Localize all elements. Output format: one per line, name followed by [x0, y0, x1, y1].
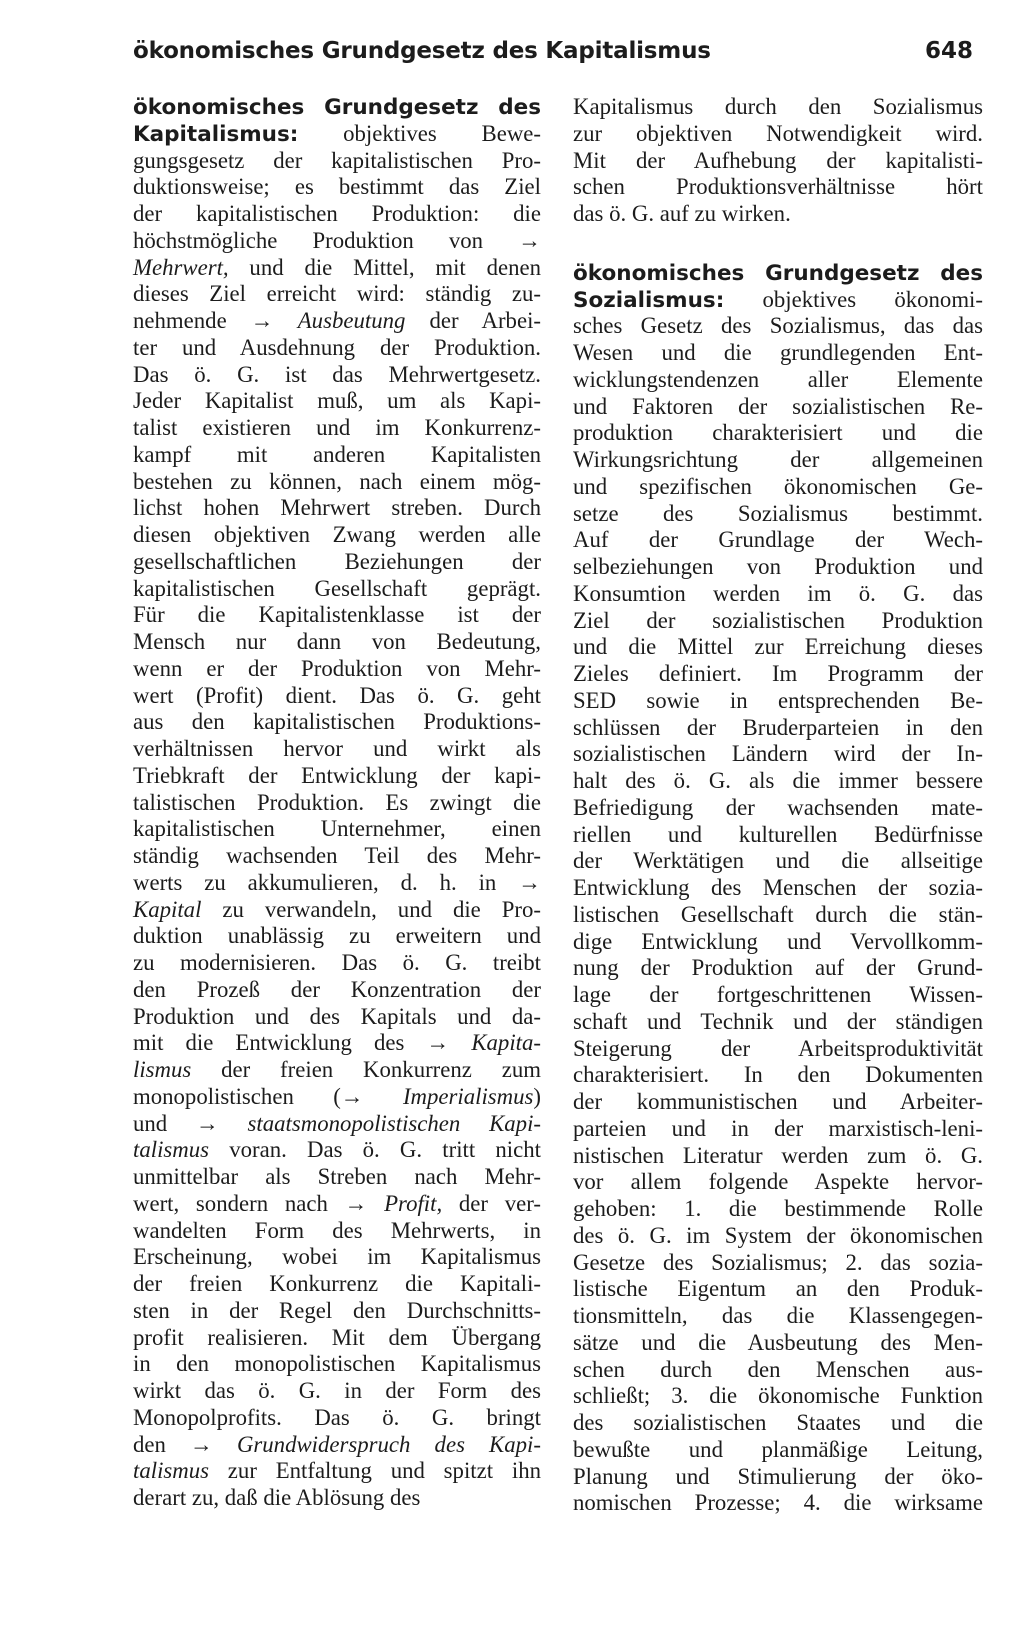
- text-line: [573, 661, 983, 688]
- text-run: wirkt das ö. G. in der Form des: [133, 1378, 541, 1403]
- text-line: [573, 688, 983, 715]
- text-line: [573, 1116, 983, 1143]
- text-run: Planung und Stimulierung der öko-: [573, 1463, 983, 1489]
- text-run: zu modernisieren. Das ö. G. treibt: [133, 950, 541, 975]
- text-run: Mit der Aufhebung der kapitalisti-: [573, 147, 983, 173]
- text-line: [133, 469, 541, 496]
- text-line: [133, 1351, 541, 1378]
- text-line: [133, 1298, 541, 1325]
- text-line: [133, 255, 541, 282]
- cross-reference: Profit,: [384, 1190, 443, 1216]
- text-run: schen durch den Menschen aus-: [573, 1356, 983, 1382]
- text-run: ter und Ausdehnung der Produktion.: [133, 334, 541, 360]
- text-line: [573, 1036, 983, 1063]
- entry-headword: Kapitalismus:: [133, 121, 299, 147]
- text-line: [573, 581, 983, 608]
- text-line: [573, 1062, 983, 1089]
- text-run: kapitalistischen Unternehmer, einen: [133, 816, 541, 842]
- text-line: [133, 1057, 541, 1084]
- text-run: zur objektiven Notwendigkeit wird.: [573, 120, 983, 146]
- text-line: [573, 1143, 983, 1170]
- text-run: voran. Das ö. G. tritt nicht: [209, 1137, 541, 1163]
- text-run: der Werktätigen und die allseitige: [573, 848, 983, 874]
- text-line: [573, 1250, 983, 1277]
- cross-reference: Grundwiderspruch des Kapi-: [236, 1431, 541, 1457]
- text-line: [133, 1164, 541, 1191]
- text-line: [573, 420, 983, 447]
- text-run: gesellschaftlichen Beziehungen der: [133, 548, 541, 574]
- text-line: [133, 602, 541, 629]
- text-line: [133, 977, 541, 1004]
- entry-headword: Sozialismus:: [573, 287, 725, 313]
- text-run: Auf der Grundlage der Wech-: [573, 527, 983, 553]
- text-run: sches Gesetz des Sozialismus, das das: [573, 313, 983, 339]
- text-run: wert (Profit) dient. Das ö. G. geht: [133, 682, 541, 708]
- text-run: nung der Produktion auf der Grund-: [573, 955, 983, 981]
- text-line: [573, 848, 983, 875]
- text-run: bewußte und planmäßige Leitung,: [573, 1436, 983, 1462]
- text-run: ): [533, 1083, 541, 1109]
- text-run: zur Entfaltung und spitzt ihn: [209, 1458, 541, 1484]
- text-run: wert, sondern nach →: [133, 1190, 385, 1216]
- text-line: [133, 1084, 541, 1111]
- text-line: [133, 683, 541, 710]
- left-column: [133, 94, 541, 1512]
- text-run: Kapitalismus durch den Sozialismus: [573, 94, 983, 119]
- text-run: Für die Kapitalistenklasse ist der: [133, 602, 541, 628]
- text-run: und spezifischen ökonomischen Ge-: [573, 473, 983, 499]
- text-line: [573, 201, 983, 228]
- text-line: [133, 308, 541, 335]
- text-run: Entwicklung des Menschen der sozia-: [573, 875, 983, 900]
- text-line: [133, 495, 541, 522]
- text-line: [573, 287, 983, 314]
- text-line: [573, 634, 983, 661]
- text-line: [573, 1223, 983, 1250]
- text-run: Jeder Kapitalist muß, um als Kapi-: [133, 388, 541, 414]
- text-line: [133, 1485, 541, 1512]
- text-run: schen Produktionsverhältnisse hört: [573, 174, 983, 200]
- text-line: [573, 1464, 983, 1491]
- entry-headword: ökonomisches Grundgesetz des: [573, 260, 983, 286]
- text-run: das ö. G. auf zu wirken.: [573, 201, 791, 226]
- text-line: [133, 228, 541, 255]
- text-run: unmittelbar als Streben nach Mehr-: [133, 1164, 541, 1189]
- text-run: talist existieren und im Konkurrenz-: [133, 415, 541, 440]
- text-line: [573, 795, 983, 822]
- text-run: objektives Bewe-: [298, 120, 541, 146]
- text-run: wenn er der Produktion von Mehr-: [133, 655, 541, 681]
- text-run: dige Entwicklung und Vervollkomm-: [573, 928, 983, 954]
- text-run: parteien und in der marxistisch-leni-: [573, 1115, 983, 1141]
- text-run: in den monopolistischen Kapitalismus: [133, 1351, 541, 1377]
- text-run: Triebkraft der Entwicklung der kapi-: [133, 762, 541, 788]
- text-line: [133, 1137, 541, 1164]
- text-line: [573, 822, 983, 849]
- cross-reference: lismus: [133, 1057, 192, 1082]
- text-run: vor allem folgende Aspekte hervor-: [573, 1169, 983, 1195]
- text-run: setze des Sozialismus bestimmt.: [573, 500, 983, 526]
- text-line: [133, 816, 541, 843]
- text-run: nomischen Prozesse; 4. die wirksame: [573, 1490, 983, 1516]
- text-line: [573, 260, 983, 287]
- text-line: [573, 1330, 983, 1357]
- text-run: diesen objektiven Zwang werden alle: [133, 522, 541, 547]
- text-line: [133, 870, 541, 897]
- text-run: halt des ö. G. als die immer bessere: [573, 768, 983, 793]
- cross-reference: talismus: [133, 1137, 210, 1163]
- text-line: [573, 929, 983, 956]
- text-run: listische Eigentum an den Produk-: [573, 1276, 983, 1302]
- text-line: [133, 897, 541, 924]
- text-run: der ver-: [442, 1190, 541, 1216]
- text-run: schaft und Technik und der ständigen: [573, 1008, 983, 1034]
- text-line: [573, 447, 983, 474]
- text-run: lichst hohen Mehrwert streben. Durch: [133, 495, 541, 521]
- text-line: [133, 388, 541, 415]
- text-line: [133, 923, 541, 950]
- text-run: zu verwandeln, und die Pro-: [201, 896, 541, 922]
- text-run: der freien Konkurrenz zum: [191, 1057, 541, 1082]
- text-line: [133, 1271, 541, 1298]
- text-run: Produktion und des Kapitals und da-: [133, 1003, 541, 1029]
- text-line: [573, 554, 983, 581]
- entry-kapitalismus: [133, 94, 541, 1512]
- text-line: [133, 1191, 541, 1218]
- text-line: [573, 148, 983, 175]
- text-line: [573, 174, 983, 201]
- text-run: den Prozeß der Konzentration der: [133, 976, 541, 1002]
- text-run: sten in der Regel den Durchschnitts-: [133, 1297, 541, 1323]
- text-run: Steigerung der Arbeitsproduktivität: [573, 1035, 983, 1061]
- text-line: [573, 715, 983, 742]
- text-line: [573, 394, 983, 421]
- text-line: [573, 1276, 983, 1303]
- text-run: objektives ökonomi-: [724, 286, 983, 312]
- text-run: riellen und kulturellen Bedürfnisse: [573, 821, 983, 847]
- text-run: mit die Entwicklung des →: [133, 1030, 472, 1056]
- text-line: [573, 1196, 983, 1223]
- text-line: [133, 1405, 541, 1432]
- running-head: [133, 38, 983, 78]
- text-run: sozialistischen Ländern wird der In-: [573, 741, 983, 767]
- text-run: der freien Konkurrenz die Kapitali-: [133, 1271, 541, 1296]
- text-run: dieses Ziel erreicht wird: ständig zu-: [133, 281, 541, 307]
- cross-reference: Imperialismus: [402, 1083, 534, 1109]
- running-title: ökonomisches Grundgesetz des Kapitalismus: [133, 38, 711, 64]
- text-run: und →: [133, 1110, 248, 1136]
- text-line: [573, 1303, 983, 1330]
- text-line: [573, 1410, 983, 1437]
- text-line: [133, 576, 541, 603]
- text-run: nehmende →: [133, 308, 298, 333]
- text-line: [133, 362, 541, 389]
- text-run: listischen Gesellschaft durch die stän-: [573, 901, 983, 927]
- text-line: [133, 709, 541, 736]
- text-line: [573, 367, 983, 394]
- text-run: schlüssen der Bruderparteien in den: [573, 714, 983, 740]
- entry-sozialismus: [573, 260, 983, 1517]
- text-run: selbeziehungen von Produktion und: [573, 554, 983, 579]
- text-run: duktion unablässig zu erweitern und: [133, 923, 541, 949]
- text-run: kapitalistischen Gesellschaft geprägt.: [133, 575, 541, 601]
- text-run: tionsmitteln, das die Klassengegen-: [573, 1303, 983, 1328]
- text-line: [573, 340, 983, 367]
- text-line: [573, 1490, 983, 1517]
- text-run: duktionsweise; es bestimmt das Ziel: [133, 174, 541, 200]
- text-line: [133, 1004, 541, 1031]
- text-line: [133, 1432, 541, 1459]
- text-run: Wirkungsrichtung der allgemeinen: [573, 447, 983, 472]
- text-run: lage der fortgeschrittenen Wissen-: [573, 982, 983, 1007]
- text-run: gungsgesetz der kapitalistischen Pro-: [133, 147, 541, 173]
- text-line: [133, 201, 541, 228]
- text-run: charakterisiert. In den Dokumenten: [573, 1062, 983, 1088]
- text-line: [573, 313, 983, 340]
- text-line: [133, 281, 541, 308]
- page-number: 648: [924, 38, 973, 64]
- text-run: der kommunistischen und Arbeiter-: [573, 1089, 983, 1114]
- cross-reference: Mehrwert,: [133, 254, 229, 280]
- text-line: [133, 335, 541, 362]
- entry-headword: ökonomisches Grundgesetz des: [133, 95, 541, 120]
- cross-reference: talismus: [133, 1458, 210, 1484]
- text-line: [573, 501, 983, 528]
- text-run: der kapitalistischen Produktion: die: [133, 201, 541, 226]
- cross-reference: Kapital: [133, 896, 202, 922]
- text-run: des ö. G. im System der ökonomischen: [573, 1222, 983, 1248]
- text-run: wicklungstendenzen aller Elemente: [573, 366, 983, 392]
- text-line: [573, 608, 983, 635]
- right-column: [573, 94, 983, 1517]
- text-line: [133, 763, 541, 790]
- text-line: [133, 549, 541, 576]
- text-line: [573, 902, 983, 929]
- text-line: [573, 1169, 983, 1196]
- text-line: [133, 442, 541, 469]
- text-run: Ziel der sozialistischen Produktion: [573, 607, 983, 633]
- text-line: [573, 121, 983, 148]
- text-line: [133, 736, 541, 763]
- entry-separator: [573, 228, 983, 260]
- text-run: verhältnissen hervor und wirkt als: [133, 736, 541, 761]
- text-run: derart zu, daß die Ablösung des: [133, 1485, 421, 1510]
- text-run: Befriedigung der wachsenden mate-: [573, 794, 983, 820]
- text-run: der Arbei-: [405, 308, 541, 333]
- text-line: [133, 1218, 541, 1245]
- text-run: den →: [133, 1431, 237, 1457]
- text-run: bestehen zu können, nach einem mög-: [133, 468, 541, 494]
- text-run: Erscheinung, wobei im Kapitalismus: [133, 1244, 541, 1270]
- text-line: [573, 1089, 983, 1116]
- text-line: [133, 1111, 541, 1138]
- text-run: werts zu akkumulieren, d. h. in →: [133, 869, 541, 895]
- text-line: [133, 790, 541, 817]
- text-run: gehoben: 1. die bestimmende Rolle: [573, 1196, 983, 1221]
- text-line: [133, 1458, 541, 1485]
- text-run: monopolistischen (→: [133, 1083, 403, 1109]
- text-run: Zieles definiert. Im Programm der: [573, 661, 983, 686]
- text-run: talistischen Produktion. Es zwingt die: [133, 789, 541, 815]
- text-line: [133, 94, 541, 121]
- text-line: [133, 415, 541, 442]
- text-run: Das ö. G. ist das Mehrwertgesetz.: [133, 361, 541, 387]
- text-run: sätze und die Ausbeutung des Men-: [573, 1329, 983, 1355]
- text-run: höchstmögliche Produktion von →: [133, 227, 541, 253]
- text-line: [133, 1378, 541, 1405]
- text-line: [133, 656, 541, 683]
- text-run: nistischen Literatur werden zum ö. G.: [573, 1142, 983, 1168]
- text-line: [133, 1244, 541, 1271]
- text-run: Konsumtion werden im ö. G. das: [573, 580, 983, 606]
- text-run: ständig wachsenden Teil des Mehr-: [133, 843, 541, 868]
- text-run: des sozialistischen Staates und die: [573, 1410, 983, 1435]
- text-run: und die Mittel, mit denen: [228, 254, 541, 280]
- text-run: SED sowie in entsprechenden Be-: [573, 687, 983, 713]
- text-line: [573, 1383, 983, 1410]
- text-run: schließt; 3. die ökonomische Funktion: [573, 1383, 983, 1409]
- text-line: [573, 1357, 983, 1384]
- text-run: Monopolprofits. Das ö. G. bringt: [133, 1404, 541, 1430]
- cross-reference: Ausbeutung: [297, 308, 406, 333]
- text-line: [573, 474, 983, 501]
- text-run: Gesetze des Sozialismus; 2. das sozia-: [573, 1249, 983, 1275]
- text-line: [133, 174, 541, 201]
- text-run: wandelten Form des Mehrwerts, in: [133, 1217, 541, 1243]
- text-run: profit realisieren. Mit dem Übergang: [133, 1324, 541, 1350]
- text-run: aus den kapitalistischen Produktions-: [133, 709, 541, 735]
- cross-reference: staatsmonopolistischen Kapi-: [247, 1110, 542, 1136]
- text-line: [133, 522, 541, 549]
- text-line: [133, 629, 541, 656]
- text-line: [133, 1030, 541, 1057]
- text-line: [573, 875, 983, 902]
- text-line: [573, 982, 983, 1009]
- text-line: [573, 955, 983, 982]
- cross-reference: Kapita-: [471, 1030, 541, 1056]
- entry-kapitalismus-continued: [573, 94, 983, 228]
- text-line: [573, 527, 983, 554]
- text-run: Mensch nur dann von Bedeutung,: [133, 629, 541, 654]
- text-run: und die Mittel zur Erreichung dieses: [573, 634, 983, 660]
- text-line: [573, 94, 983, 121]
- text-line: [573, 1437, 983, 1464]
- text-line: [133, 950, 541, 977]
- text-line: [573, 768, 983, 795]
- text-run: kampf mit anderen Kapitalisten: [133, 441, 541, 467]
- text-run: produktion charakterisiert und die: [573, 420, 983, 446]
- text-line: [573, 741, 983, 768]
- text-line: [133, 148, 541, 175]
- text-run: Wesen und die grundlegenden Ent-: [573, 340, 983, 365]
- text-line: [573, 1009, 983, 1036]
- text-line: [133, 1325, 541, 1352]
- text-run: und Faktoren der sozialistischen Re-: [573, 393, 983, 419]
- text-line: [133, 843, 541, 870]
- text-line: [133, 121, 541, 148]
